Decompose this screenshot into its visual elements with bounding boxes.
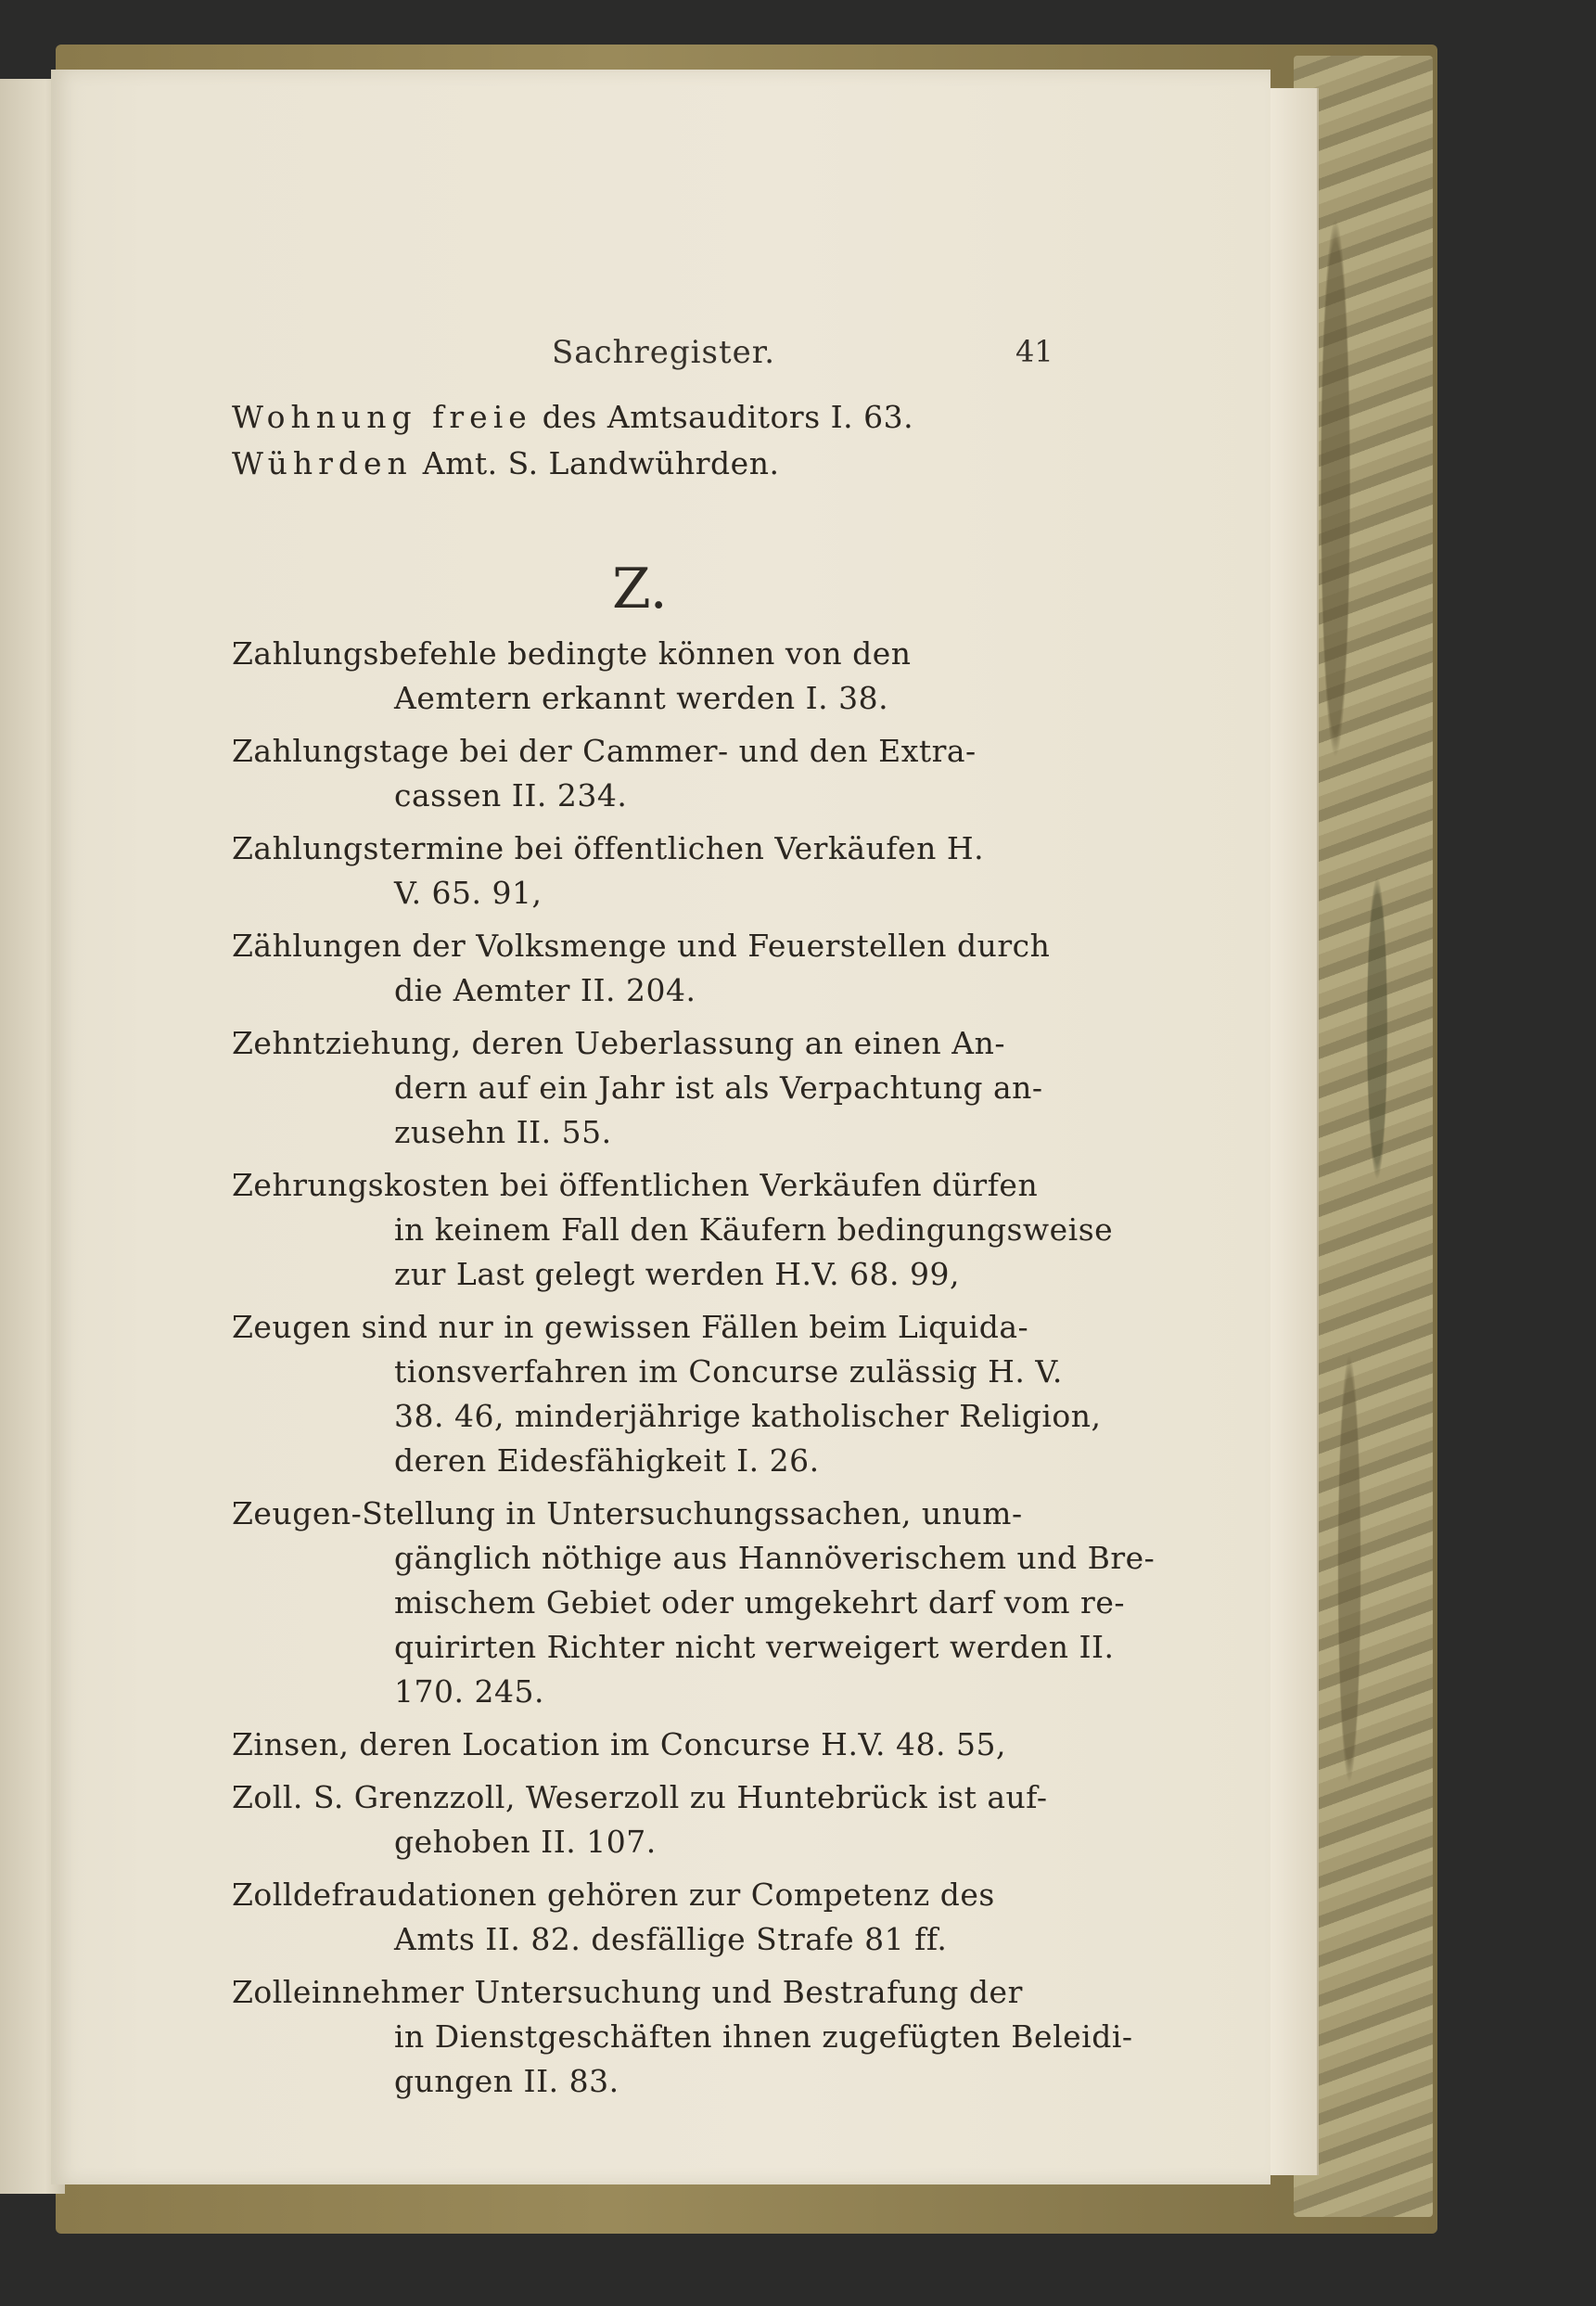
index-line: deren Eidesfähigkeit I. 26.	[394, 1442, 820, 1479]
index-line: quirirten Richter nicht verweigert werden II.	[394, 1629, 1115, 1665]
index-line: cassen II. 234.	[394, 777, 628, 814]
section-letter: Z.	[612, 557, 668, 621]
index-line: Zahlungstage bei der Cammer- und den Extra-	[232, 733, 977, 769]
index-line: mischem Gebiet oder umgekehrt darf vom re-	[394, 1584, 1125, 1621]
entry-text: Amt. S. Landwührden.	[422, 445, 780, 481]
index-line: zusehn II. 55.	[394, 1114, 612, 1150]
entry-line	[232, 399, 913, 435]
index-line: V. 65. 91,	[394, 875, 543, 911]
index-line: gungen II. 83.	[394, 2063, 619, 2099]
index-line: dern auf ein Jahr ist als Verpachtung an-	[394, 1070, 1043, 1106]
index-line: Zeugen-Stellung in Untersuchungssachen, unum-	[232, 1495, 1023, 1531]
index-line: in keinem Fall den Käufern bedingungsweise	[394, 1211, 1114, 1248]
index-line: Amts II. 82. desfällige Strafe 81 ff.	[394, 1921, 948, 1957]
index-line: gehoben II. 107.	[394, 1824, 657, 1860]
running-header: Sachregister.	[552, 334, 776, 371]
page-number: 41	[1015, 334, 1053, 369]
index-line: 38. 46, minderjährige katholischer Religion,	[394, 1398, 1102, 1434]
index-line: in Dienstgeschäften ihnen zugefügten Beleidi-	[394, 2018, 1133, 2055]
index-line: Zinsen, deren Location im Concurse H.V. 48. 55,	[232, 1726, 1006, 1762]
index-line: Zeugen sind nur in gewissen Fällen beim Liquida-	[232, 1309, 1029, 1345]
entry-line	[232, 445, 779, 481]
index-line: Aemtern erkannt werden I. 38.	[394, 680, 889, 716]
entry-head: Wohnung freie	[232, 399, 532, 435]
index-line: Zahlungstermine bei öffentlichen Verkäufen H.	[232, 830, 985, 866]
entry-head: Wührden	[232, 445, 413, 481]
index-line: Zehrungskosten bei öffentlichen Verkäufen dürfen	[232, 1167, 1039, 1203]
index-line: Zahlungsbefehle bedingte können von den	[232, 635, 912, 672]
index-line: 170. 245.	[394, 1673, 544, 1710]
entry-text: des Amtsauditors I. 63.	[542, 399, 914, 435]
index-line: Zählungen der Volksmenge und Feuerstellen durch	[232, 928, 1051, 964]
index-line: Zolleinnehmer Untersuchung und Bestrafung der	[232, 1974, 1023, 2010]
index-line: Zolldefraudationen gehören zur Competenz des	[232, 1877, 995, 1913]
index-line: die Aemter II. 204.	[394, 972, 696, 1008]
book-page	[51, 70, 1270, 2184]
index-line: gänglich nöthige aus Hannöverischem und Bre-	[394, 1540, 1156, 1576]
index-line: tionsverfahren im Concurse zulässig H. V.	[394, 1353, 1063, 1390]
index-line: zur Last gelegt werden H.V. 68. 99,	[394, 1256, 961, 1292]
index-line: Zehntziehung, deren Ueberlassung an einen An-	[232, 1025, 1006, 1061]
index-line: Zoll. S. Grenzzoll, Weserzoll zu Huntebrück ist auf-	[232, 1779, 1048, 1815]
